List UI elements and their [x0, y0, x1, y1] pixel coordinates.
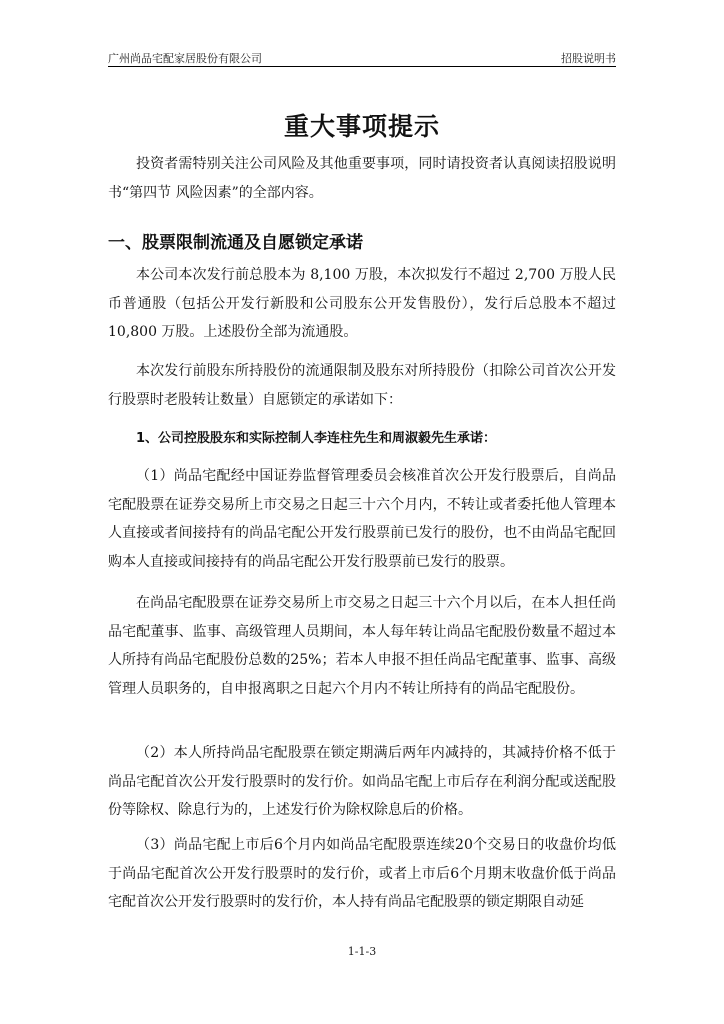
page-header [108, 50, 616, 67]
section-heading: 一、股票限制流通及自愿锁定承诺 [108, 233, 363, 253]
controlling-shareholder-subheading: 1、公司控股股东和实际控制人李连柱先生和周淑毅先生承诺： [136, 431, 497, 446]
header-document-type: 招股说明书 [561, 52, 616, 65]
share-capital-paragraph: 本公司本次发行前总股本为 8,100 万股，本次拟发行不超过 2,700 万股人民币普通股（包括公开发行新股和公司股东公开发售股份），发行后总股本不超过 10,800 万股。上述股份全部为流通股。 [108, 267, 616, 340]
commitment-item-2: （2）本人所持尚品宅配股票在锁定期满后两年内减持的，其减持价格不低于尚品宅配首次公开发行股票时的发行价。如尚品宅配上市后存在利润分配或送配股份等除权、除息行为的，上述发行价为除权除息后的价格。 [108, 745, 616, 818]
commitment-item-1-continued: 在尚品宅配股票在证券交易所上市交易之日起三十六个月以后，在本人担任尚品宅配董事、监事、高级管理人员期间，本人每年转让尚品宅配股份数量不超过本人所持有尚品宅配股份总数的25%；若本人申报不担任尚品宅配董事、监事、高级管理人员职务的，自申报离职之日起六个月内不转让所持有的尚品宅配股份。 [108, 595, 616, 697]
commitment-item-1: （1）尚品宅配经中国证券监督管理委员会核准首次公开发行股票后，自尚品宅配股票在证券交易所上市交易之日起三十六个月内，不转让或者委托他人管理本人直接或者间接持有的尚品宅配公开发行股票前已发行的股份，也不由尚品宅配回购本人直接或间接持有的尚品宅配公开发行股票前已发行的股票。 [108, 468, 616, 570]
header-company-name: 广州尚品宅配家居股份有限公司 [108, 52, 262, 65]
page-number: 1-1-3 [347, 945, 377, 958]
lockup-intro-paragraph: 本次发行前股东所持股份的流通限制及股东对所持股份（扣除公司首次公开发行股票时老股转让数量）自愿锁定的承诺如下： [108, 363, 616, 408]
page-title: 重大事项提示 [283, 112, 440, 141]
commitment-item-3: （3）尚品宅配上市后6个月内如尚品宅配股票连续20个交易日的收盘价均低于尚品宅配首次公开发行股票时的发行价，或者上市后6个月期末收盘价低于尚品宅配首次公开发行股票时的发行价，本人持有尚品宅配股票的锁定期限自动延 [108, 837, 616, 910]
intro-paragraph: 投资者需特别关注公司风险及其他重要事项，同时请投资者认真阅读招股说明书“第四节 风险因素”的全部内容。 [108, 156, 616, 201]
